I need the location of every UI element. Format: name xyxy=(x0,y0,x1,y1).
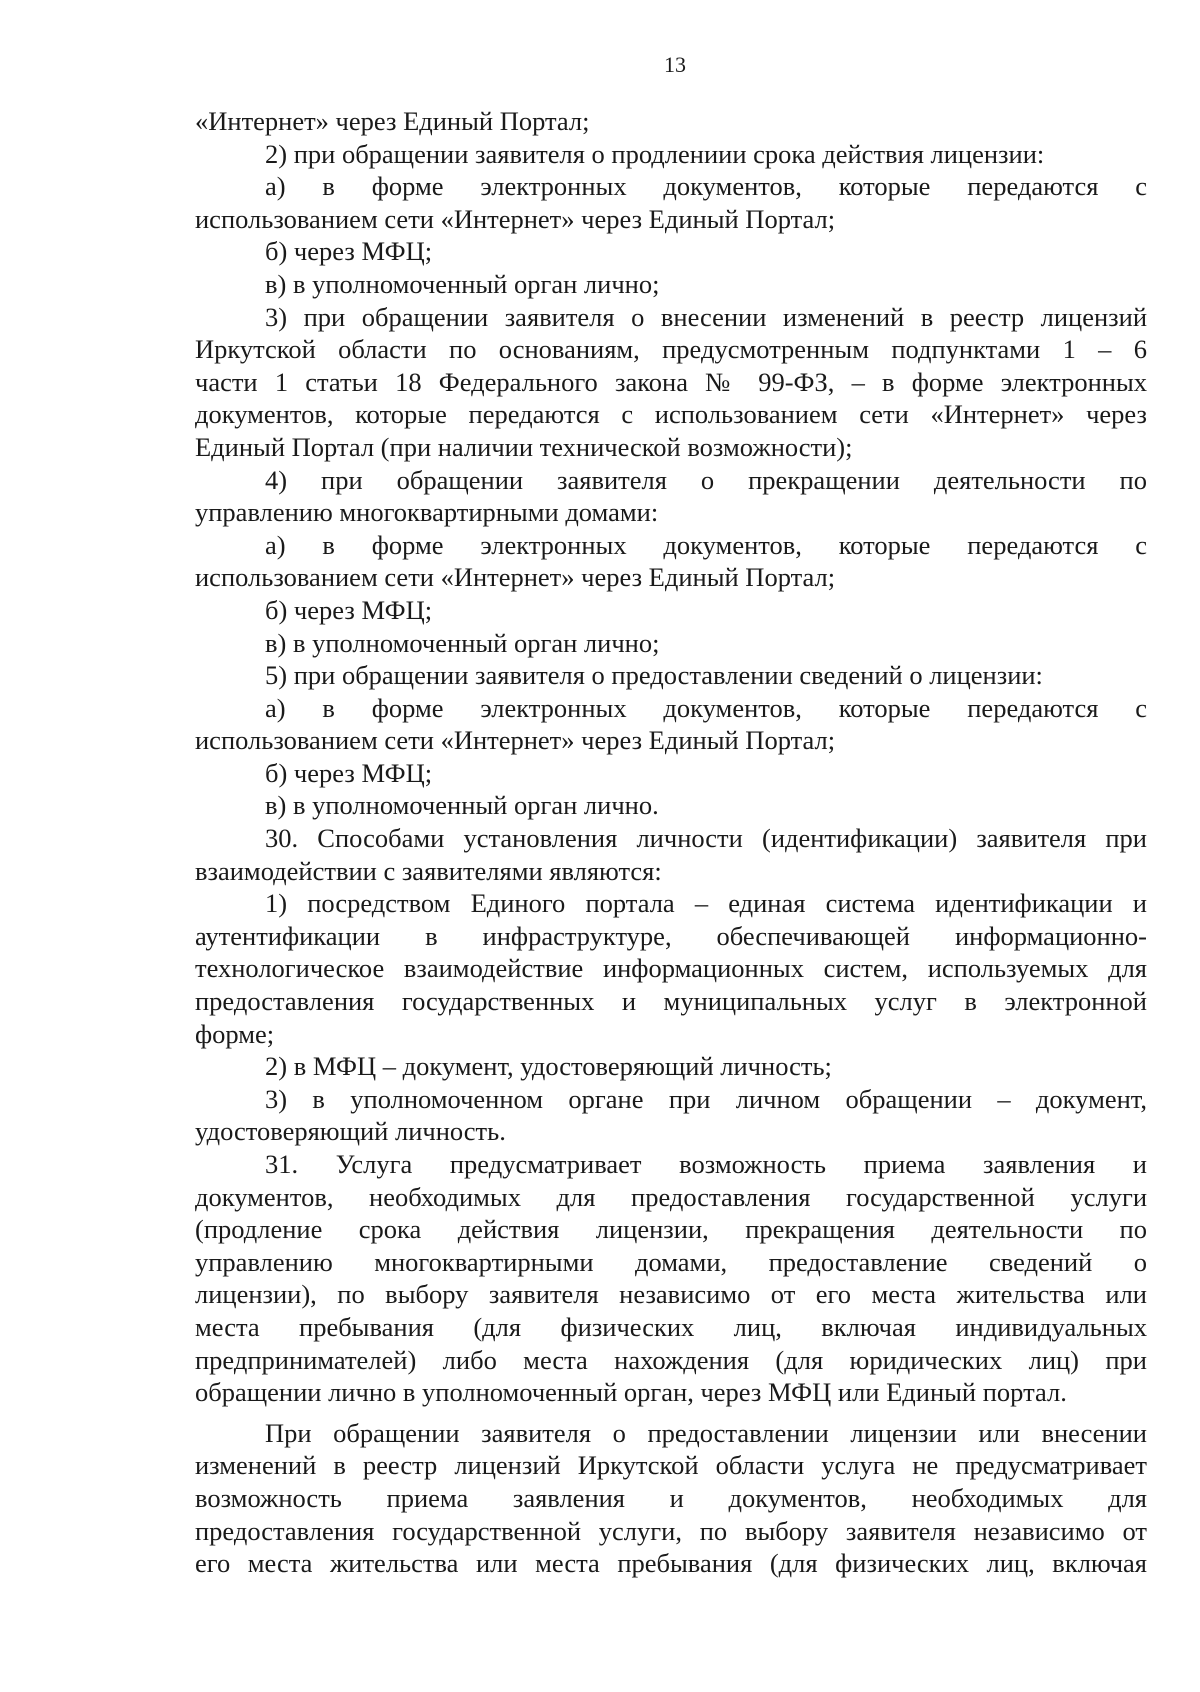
text-line: использованием сети «Интернет» через Единый Портал; xyxy=(195,562,836,593)
text-line: обращении лично в уполномоченный орган, через МФЦ или Единый портал. xyxy=(195,1377,1067,1408)
text-line: 31. Услуга предусматривает возможность приема заявления и xyxy=(265,1149,1147,1179)
text-line: 30. Способами установления личности (идентификации) заявителя при xyxy=(265,823,1147,854)
text-line: 3) при обращении заявителя о внесении изменений в реестр лицензий xyxy=(265,301,1147,332)
text-line: места пребывания (для физических лиц, включая индивидуальных xyxy=(195,1311,1147,1342)
text-line: части 1 статьи 18 Федерального закона № 99-ФЗ, – в форме электронных xyxy=(195,366,1147,397)
text-line: управлению многоквартирными домами, предоставление сведений о xyxy=(195,1246,1147,1277)
text-line: «Интернет» через Единый Портал; xyxy=(195,106,590,136)
text-line: удостоверяющий личность. xyxy=(195,1116,506,1147)
text-line: б) через МФЦ; xyxy=(265,236,433,267)
text-line: 2) в МФЦ – документ, удостоверяющий личность; xyxy=(265,1051,832,1082)
text-line: При обращении заявителя о предоставлении лицензии или внесении xyxy=(265,1417,1147,1448)
text-line: предпринимателей) либо места нахождения (для юридических лиц) при xyxy=(195,1344,1147,1375)
text-line: предоставления государственных и муниципальных услуг в электронной xyxy=(195,986,1147,1017)
text-line: а) в форме электронных документов, которые передаются с xyxy=(265,692,1147,723)
text-line: лицензии), по выбору заявителя независимо от его места жительства или xyxy=(195,1279,1147,1310)
text-line: изменений в реестр лицензий Иркутской области услуга не предусматривает xyxy=(195,1450,1147,1481)
text-line: предоставления государственной услуги, по выбору заявителя независимо от xyxy=(195,1515,1147,1546)
text-line: б) через МФЦ; xyxy=(265,757,433,788)
text-line: использованием сети «Интернет» через Единый Портал; xyxy=(195,203,836,234)
text-line: 4) при обращении заявителя о прекращении деятельности по xyxy=(265,464,1147,495)
text-line: а) в форме электронных документов, которые передаются с xyxy=(265,171,1147,202)
text-line: в) в уполномоченный орган лично; xyxy=(265,268,660,299)
text-line: использованием сети «Интернет» через Единый Портал; xyxy=(195,725,836,756)
text-line: 2) при обращении заявителя о продлениии срока действия лицензии: xyxy=(265,138,1045,169)
page-number: 13 xyxy=(664,52,686,77)
text-line: взаимодействии с заявителями являются: xyxy=(195,855,662,886)
text-line: а) в форме электронных документов, которые передаются с xyxy=(265,529,1147,560)
text-line: (продление срока действия лицензии, прекращения деятельности по xyxy=(195,1214,1147,1245)
text-line: документов, которые передаются с использованием сети «Интернет» через xyxy=(195,399,1147,430)
text-line: его места жительства или места пребывания (для физических лиц, включая xyxy=(195,1548,1147,1579)
text-line: 5) при обращении заявителя о предоставлении сведений о лицензии: xyxy=(265,660,1043,691)
text-line: управлению многоквартирными домами: xyxy=(195,497,659,528)
text-line: форме; xyxy=(195,1018,275,1049)
text-line: 1) посредством Единого портала – единая система идентификации и xyxy=(265,888,1147,919)
text-line: Единый Портал (при наличии технической возможности); xyxy=(195,431,853,462)
text-line: б) через МФЦ; xyxy=(265,594,433,625)
text-line: 3) в уполномоченном органе при личном обращении – документ, xyxy=(265,1083,1147,1114)
text-line: аутентификации в инфраструктуре, обеспечивающей информационно- xyxy=(195,920,1147,951)
text-line: Иркутской области по основаниям, предусмотренным подпунктами 1 – 6 xyxy=(195,334,1147,365)
text-line: в) в уполномоченный орган лично. xyxy=(265,790,659,821)
text-line: технологическое взаимодействие информационных систем, используемых для xyxy=(195,953,1147,984)
document-body xyxy=(195,105,1147,1580)
text-line: в) в уполномоченный орган лично; xyxy=(265,627,660,658)
text-line: возможность приема заявления и документов, необходимых для xyxy=(195,1482,1147,1513)
text-line: документов, необходимых для предоставления государственной услуги xyxy=(195,1181,1147,1212)
